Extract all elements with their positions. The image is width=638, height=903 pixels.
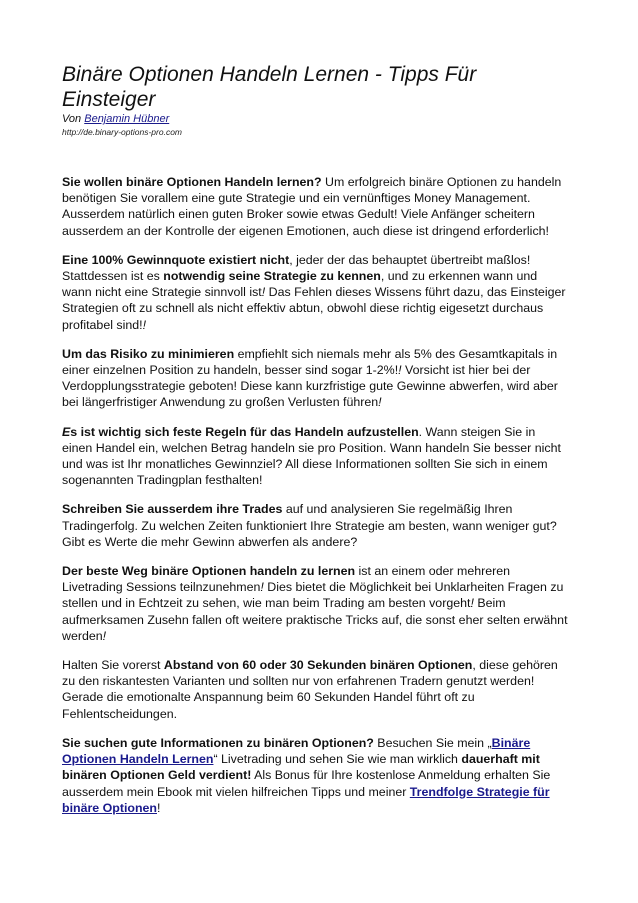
- text-run: auf und analysieren Sie regelmäßig Ihren Tradingerfolg. Zu welchen Zeiten funktioniert Ihre Strategie am besten, wann weniger gut? Gibt es Werte die mehr Gewinn abwerfen als andere?: [62, 502, 557, 549]
- italic-mark: !: [261, 285, 266, 300]
- bold-phrase: s ist wichtig sich feste Regeln für das Handeln aufzustellen: [70, 424, 419, 439]
- italic-mark: !: [142, 317, 147, 332]
- bold-phrase: Eine 100% Gewinnquote existiert nicht: [62, 252, 290, 267]
- paragraph-5: [62, 501, 568, 550]
- italic-mark: !: [260, 580, 264, 595]
- paragraph-3: [62, 346, 568, 411]
- livetrading-link[interactable]: Binäre Optionen Handeln Lernen: [62, 735, 531, 767]
- text-run: , diese gehören zu den riskantesten Varianten und sollten nur von erfahrenen Tradern genutzt werden! Gerade die emotionalte Anspannung beim 60 Sekunden Handel führt oft zu Fehlentscheidungen.: [62, 658, 558, 721]
- text-run: Besuchen Sie mein „: [373, 735, 492, 750]
- text-run: empfiehlt sich niemals mehr als 5% des Gesamtkapitals in einer einzelnen Position zu handeln, besser sind sogar 1-2%!: [62, 346, 558, 378]
- source-url: http://de.binary-options-pro.com: [62, 127, 183, 137]
- bold-phrase: Um das Risiko zu minimieren: [62, 346, 235, 361]
- bold-phrase: notwendig seine Strategie zu kennen: [163, 269, 381, 284]
- italic-mark: !: [470, 596, 474, 611]
- bold-phrase: Sie wollen binäre Optionen Handeln lernen?: [62, 175, 322, 189]
- text-run: Um erfolgreich binäre Optionen zu handeln benötigen Sie vorallem eine gute Strategie und ein vernünftiges Money Management. Ausserdem natürlich einen guten Broker sowie etwas Gedult! Viele Anfänger scheitern ausserdem an der Kontrolle der eigenen Emotionen, auch diese ist dringend erforderlich!: [62, 175, 562, 238]
- bold-phrase: Der beste Weg binäre Optionen handeln zu lernen: [62, 564, 356, 579]
- paragraph-2: [62, 252, 568, 333]
- text-run: !: [157, 800, 161, 815]
- italic-mark: !: [102, 628, 107, 643]
- paragraph-1: [62, 174, 568, 239]
- text-run: Als Bonus für Ihre kostenlose Anmeldung erhalten Sie ausserdem mein Ebook mit vielen hilfreichen Tipps und meiner: [62, 768, 551, 799]
- byline: [62, 113, 568, 126]
- bold-phrase: Sie suchen gute Informationen zu binären Optionen?: [62, 735, 374, 750]
- byline-prefix: Von: [62, 113, 85, 125]
- text-run: ist an einem oder mehreren Livetrading Sessions teilnzunehmen: [62, 564, 511, 595]
- text-run: Vorsicht ist hier bei der Verdopplungsstrategie geboten! Diese kann kurzfristige gute Gewinne abwerfen, wird aber bei längerfristiger Anwendung zu großen Verlusten führen: [62, 363, 558, 410]
- text-run: , jeder der das behauptet übertreibt maßlos! Stattdessen ist es: [62, 252, 531, 284]
- bold-phrase: Schreiben Sie ausserdem ihre Trades: [62, 502, 283, 517]
- text-run: Halten Sie vorerst: [62, 658, 164, 673]
- text-run: Dies bietet die Möglichkeit bei Unklarheiten Fragen zu stellen und in Echtzeit zu sehen, wie man beim Trading am besten vorgeht: [62, 580, 564, 611]
- trendfolge-strategy-link[interactable]: Trendfolge Strategie für binäre Optionen: [62, 784, 550, 815]
- bold-italic-initial: E: [62, 424, 71, 439]
- text-run: , und zu erkennen wann und wann nicht eine Strategie sinnvoll ist: [62, 269, 538, 300]
- paragraph-7: [62, 657, 568, 722]
- author-link[interactable]: Benjamin Hübner: [84, 113, 170, 125]
- text-run: Das Fehlen dieses Wissens führt dazu, das Einsteiger Strategien oft zu schnell als nicht effektiv abtun, obwohl diese richtig eigesetzt durchaus profitabel sind!: [62, 285, 566, 332]
- paragraph-4: [62, 424, 568, 489]
- paragraph-6: [62, 563, 568, 644]
- bold-phrase: Abstand von 60 oder 30 Sekunden binären Optionen: [163, 658, 473, 673]
- italic-mark: !: [398, 363, 402, 378]
- text-run: “ Livetrading und sehen Sie wie man wirklich: [213, 752, 462, 767]
- text-run: . Wann steigen Sie in einen Handel ein, welchen Betrag handeln sie pro Position. Wann handeln Sie besser nicht und was ist Ihr monatliches Gewinnziel? All diese Informationen sollten Sie sich in einem sogenannten Tradingplan festhalten!: [62, 424, 561, 488]
- paragraph-8: [62, 735, 568, 816]
- italic-mark: !: [378, 395, 382, 410]
- article-body: [62, 174, 568, 816]
- article-title: Binäre Optionen Handeln Lernen - Tipps Für Einsteiger: [62, 63, 477, 111]
- bold-phrase: dauerhaft mit binären Optionen Geld verdient!: [62, 752, 540, 783]
- text-run: Beim aufmerksamen Zusehn fallen oft weitere praktische Tricks auf, die sonst eher selten erwähnt werden: [62, 596, 568, 643]
